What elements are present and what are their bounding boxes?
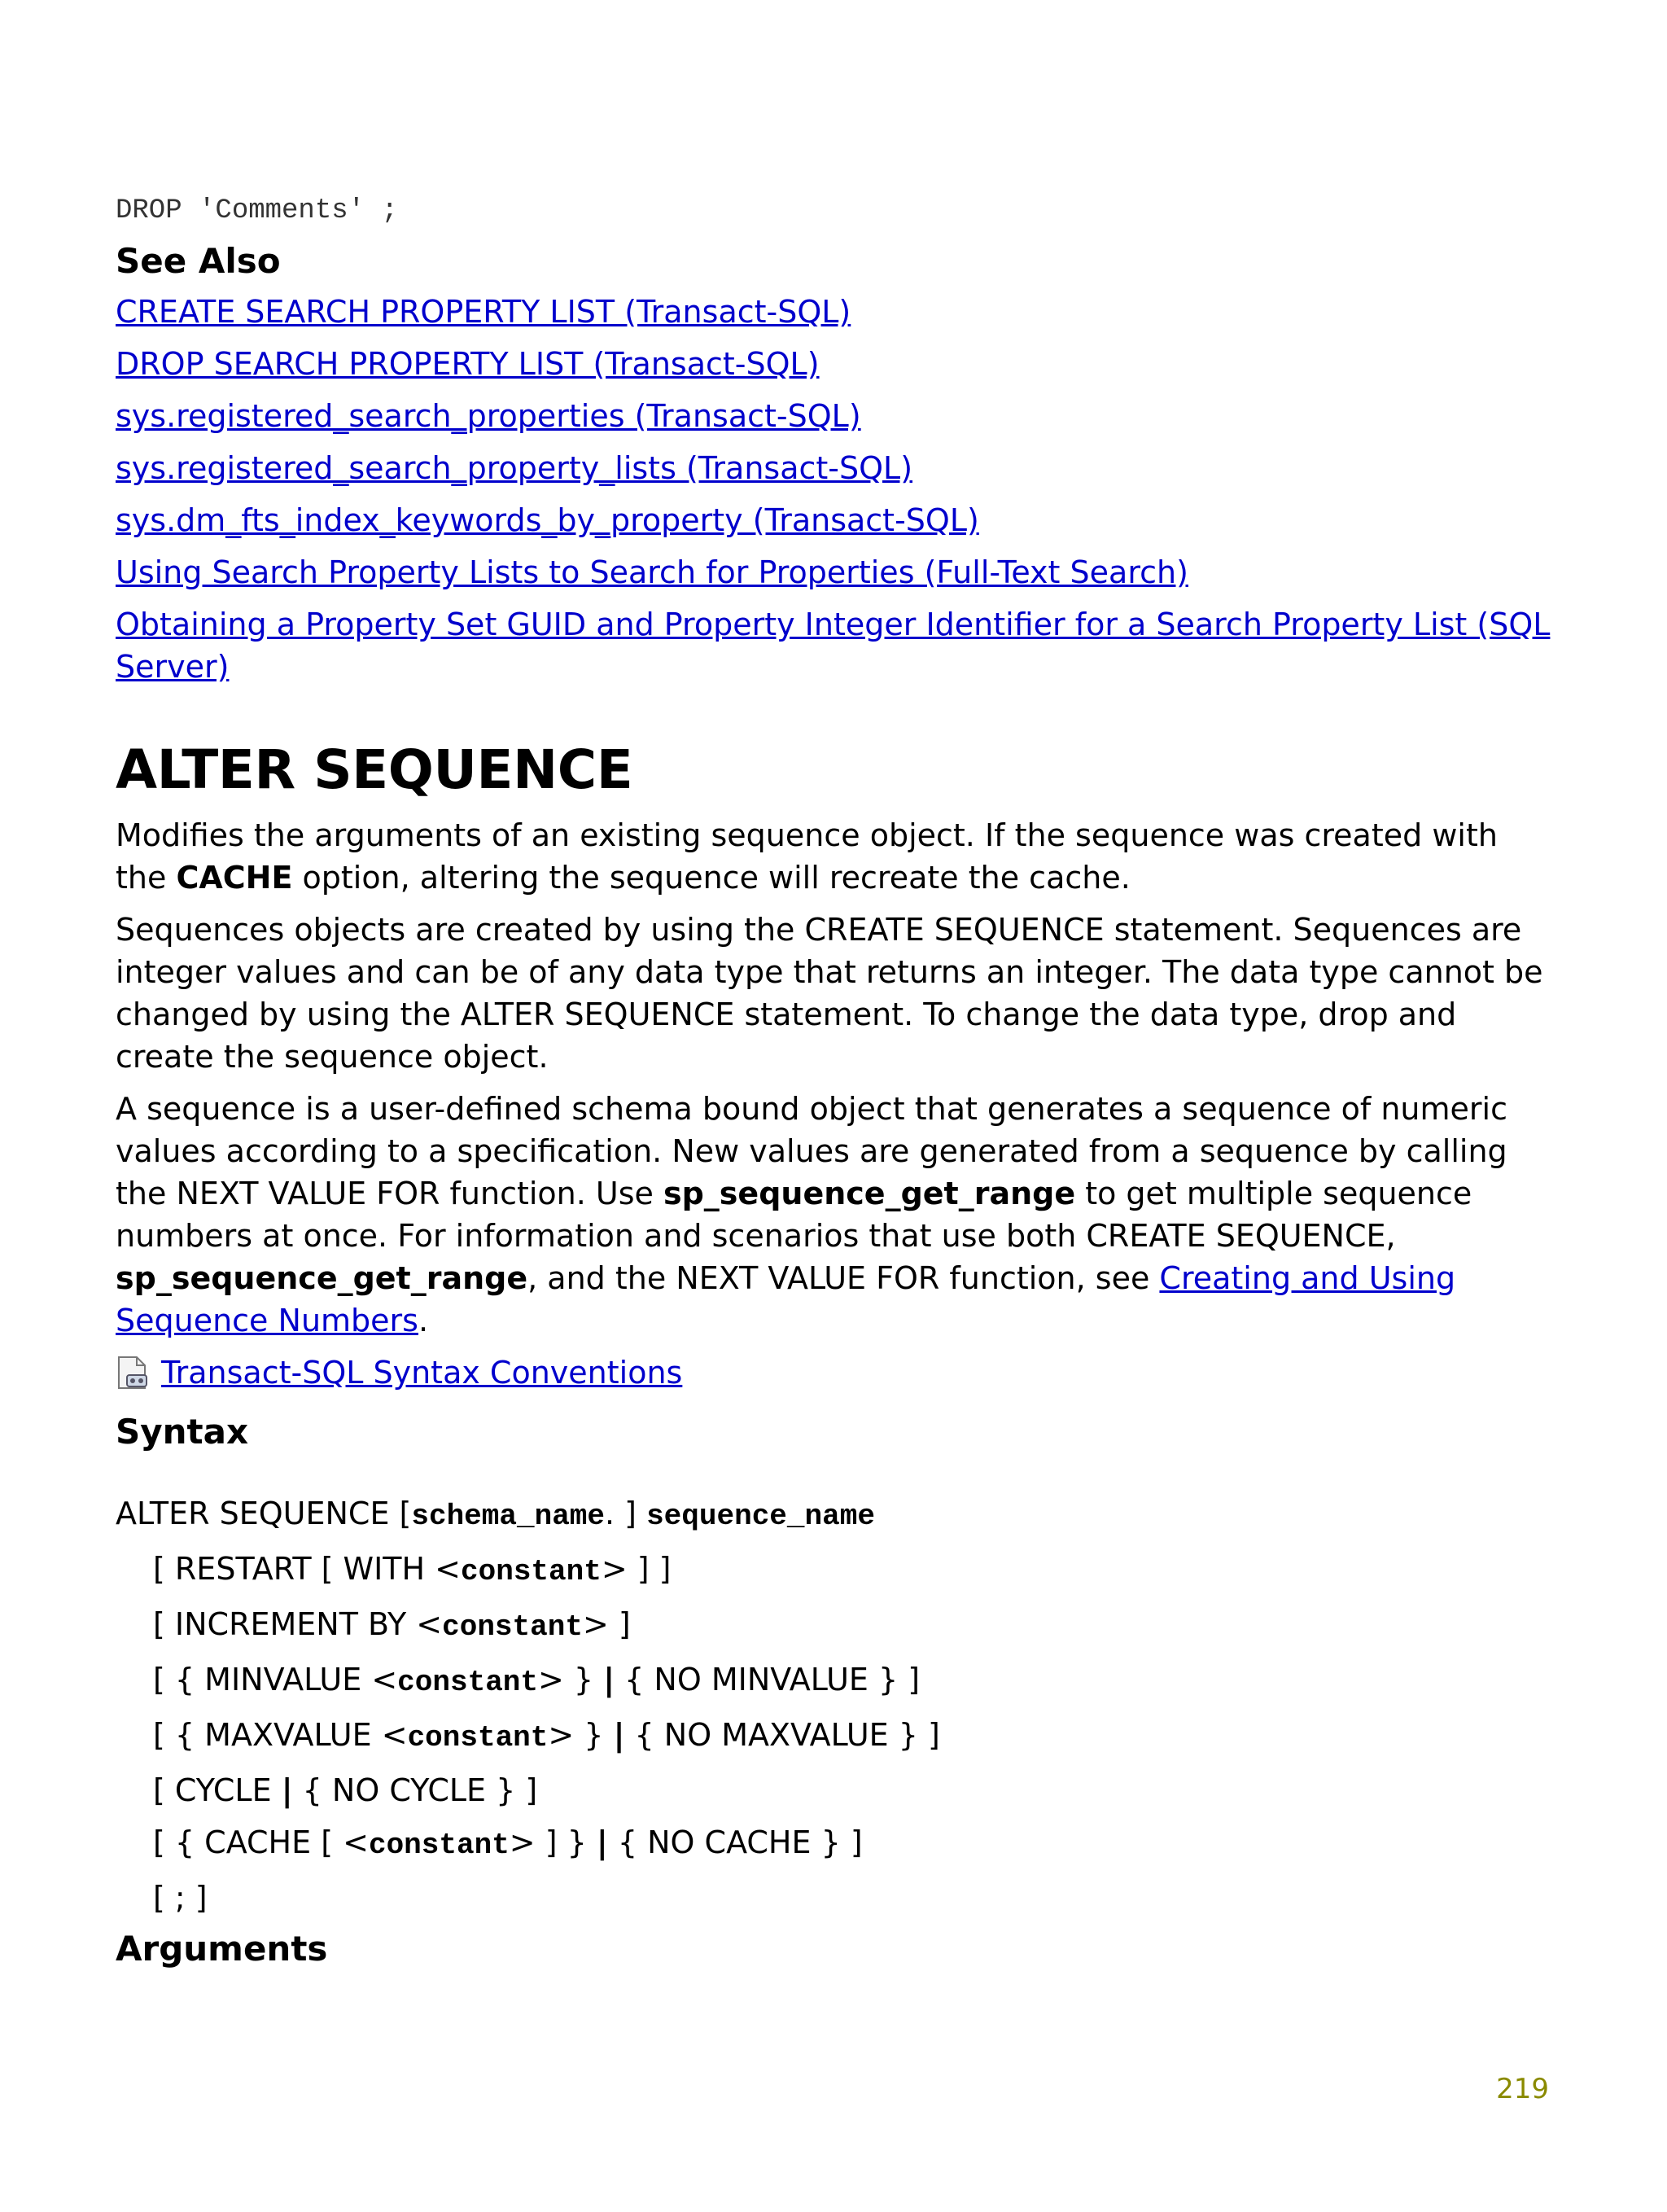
syntax-line: [ RESTART [ WITH <constant> ] ]	[153, 1551, 672, 1588]
arguments-heading: Arguments	[116, 1929, 328, 1969]
code-snippet: DROP 'Comments' ;	[116, 195, 398, 226]
link-creating-sequence-numbers[interactable]: Creating and Using Sequence Numbers	[116, 1260, 1456, 1338]
syntax-line: [ { MAXVALUE <constant> } | { NO MAXVALUE } ]	[153, 1717, 940, 1754]
syntax-line: [ { CACHE [ <constant> ] } | { NO CACHE } ]	[153, 1824, 863, 1862]
link-obtaining-property-set-guid[interactable]: Obtaining a Property Set GUID and Property Integer Identifier for a Search Property List (SQL Server)	[116, 607, 1551, 685]
link-document-icon	[116, 1356, 150, 1390]
syntax-conventions-row	[116, 1351, 1555, 1394]
paragraph-2: Sequences objects are created by using the CREATE SEQUENCE statement. Sequences are integer values and can be of any data type that returns an integer. The data type cannot be changed by using the ALTER SEQUENCE statement. To change the data type, drop and create the sequence object.	[116, 912, 1543, 1075]
syntax-block	[116, 1492, 1555, 1919]
syntax-heading: Syntax	[116, 1412, 249, 1452]
link-syntax-conventions[interactable]: Transact-SQL Syntax Conventions	[161, 1355, 683, 1391]
syntax-line: [ { MINVALUE <constant> } | { NO MINVALUE } ]	[153, 1662, 921, 1699]
paragraph-1: Modifies the arguments of an existing sequence object. If the sequence was created with the CACHE option, altering the sequence will recreate the cache.	[116, 817, 1498, 896]
link-create-search-property-list[interactable]: CREATE SEARCH PROPERTY LIST (Transact-SQL)	[116, 294, 851, 330]
syntax-line: ALTER SEQUENCE [schema_name. ] sequence_name	[116, 1496, 875, 1533]
link-using-search-property-lists[interactable]: Using Search Property Lists to Search for Properties (Full-Text Search)	[116, 554, 1188, 590]
link-registered-search-property-lists[interactable]: sys.registered_search_property_lists (Transact-SQL)	[116, 450, 913, 486]
link-dm-fts-index-keywords[interactable]: sys.dm_fts_index_keywords_by_property (Transact-SQL)	[116, 502, 979, 538]
syntax-line: [ INCREMENT BY <constant> ]	[153, 1606, 631, 1644]
document-page	[116, 195, 1555, 1978]
link-drop-search-property-list[interactable]: DROP SEARCH PROPERTY LIST (Transact-SQL)	[116, 346, 820, 382]
paragraph-3: A sequence is a user-defined schema bound object that generates a sequence of numeric values according to a specification. New values are generated from a sequence by calling the NEXT VALUE FOR function. Use sp_sequence_get_range to get multiple sequence numbers at once. For information and scenarios that use both CREATE SEQUENCE, sp_sequence_get_range, and the NEXT VALUE FOR function, see Creating and Using Sequence Numbers.	[116, 1091, 1507, 1338]
see-also-heading: See Also	[116, 241, 281, 281]
syntax-line: [ CYCLE | { NO CYCLE } ]	[153, 1772, 538, 1808]
section-title: ALTER SEQUENCE	[116, 738, 633, 801]
see-also-links	[116, 291, 1555, 688]
page-number: 219	[1496, 2073, 1549, 2105]
link-registered-search-properties[interactable]: sys.registered_search_properties (Transact-SQL)	[116, 398, 861, 434]
syntax-line: [ ; ]	[153, 1880, 208, 1916]
